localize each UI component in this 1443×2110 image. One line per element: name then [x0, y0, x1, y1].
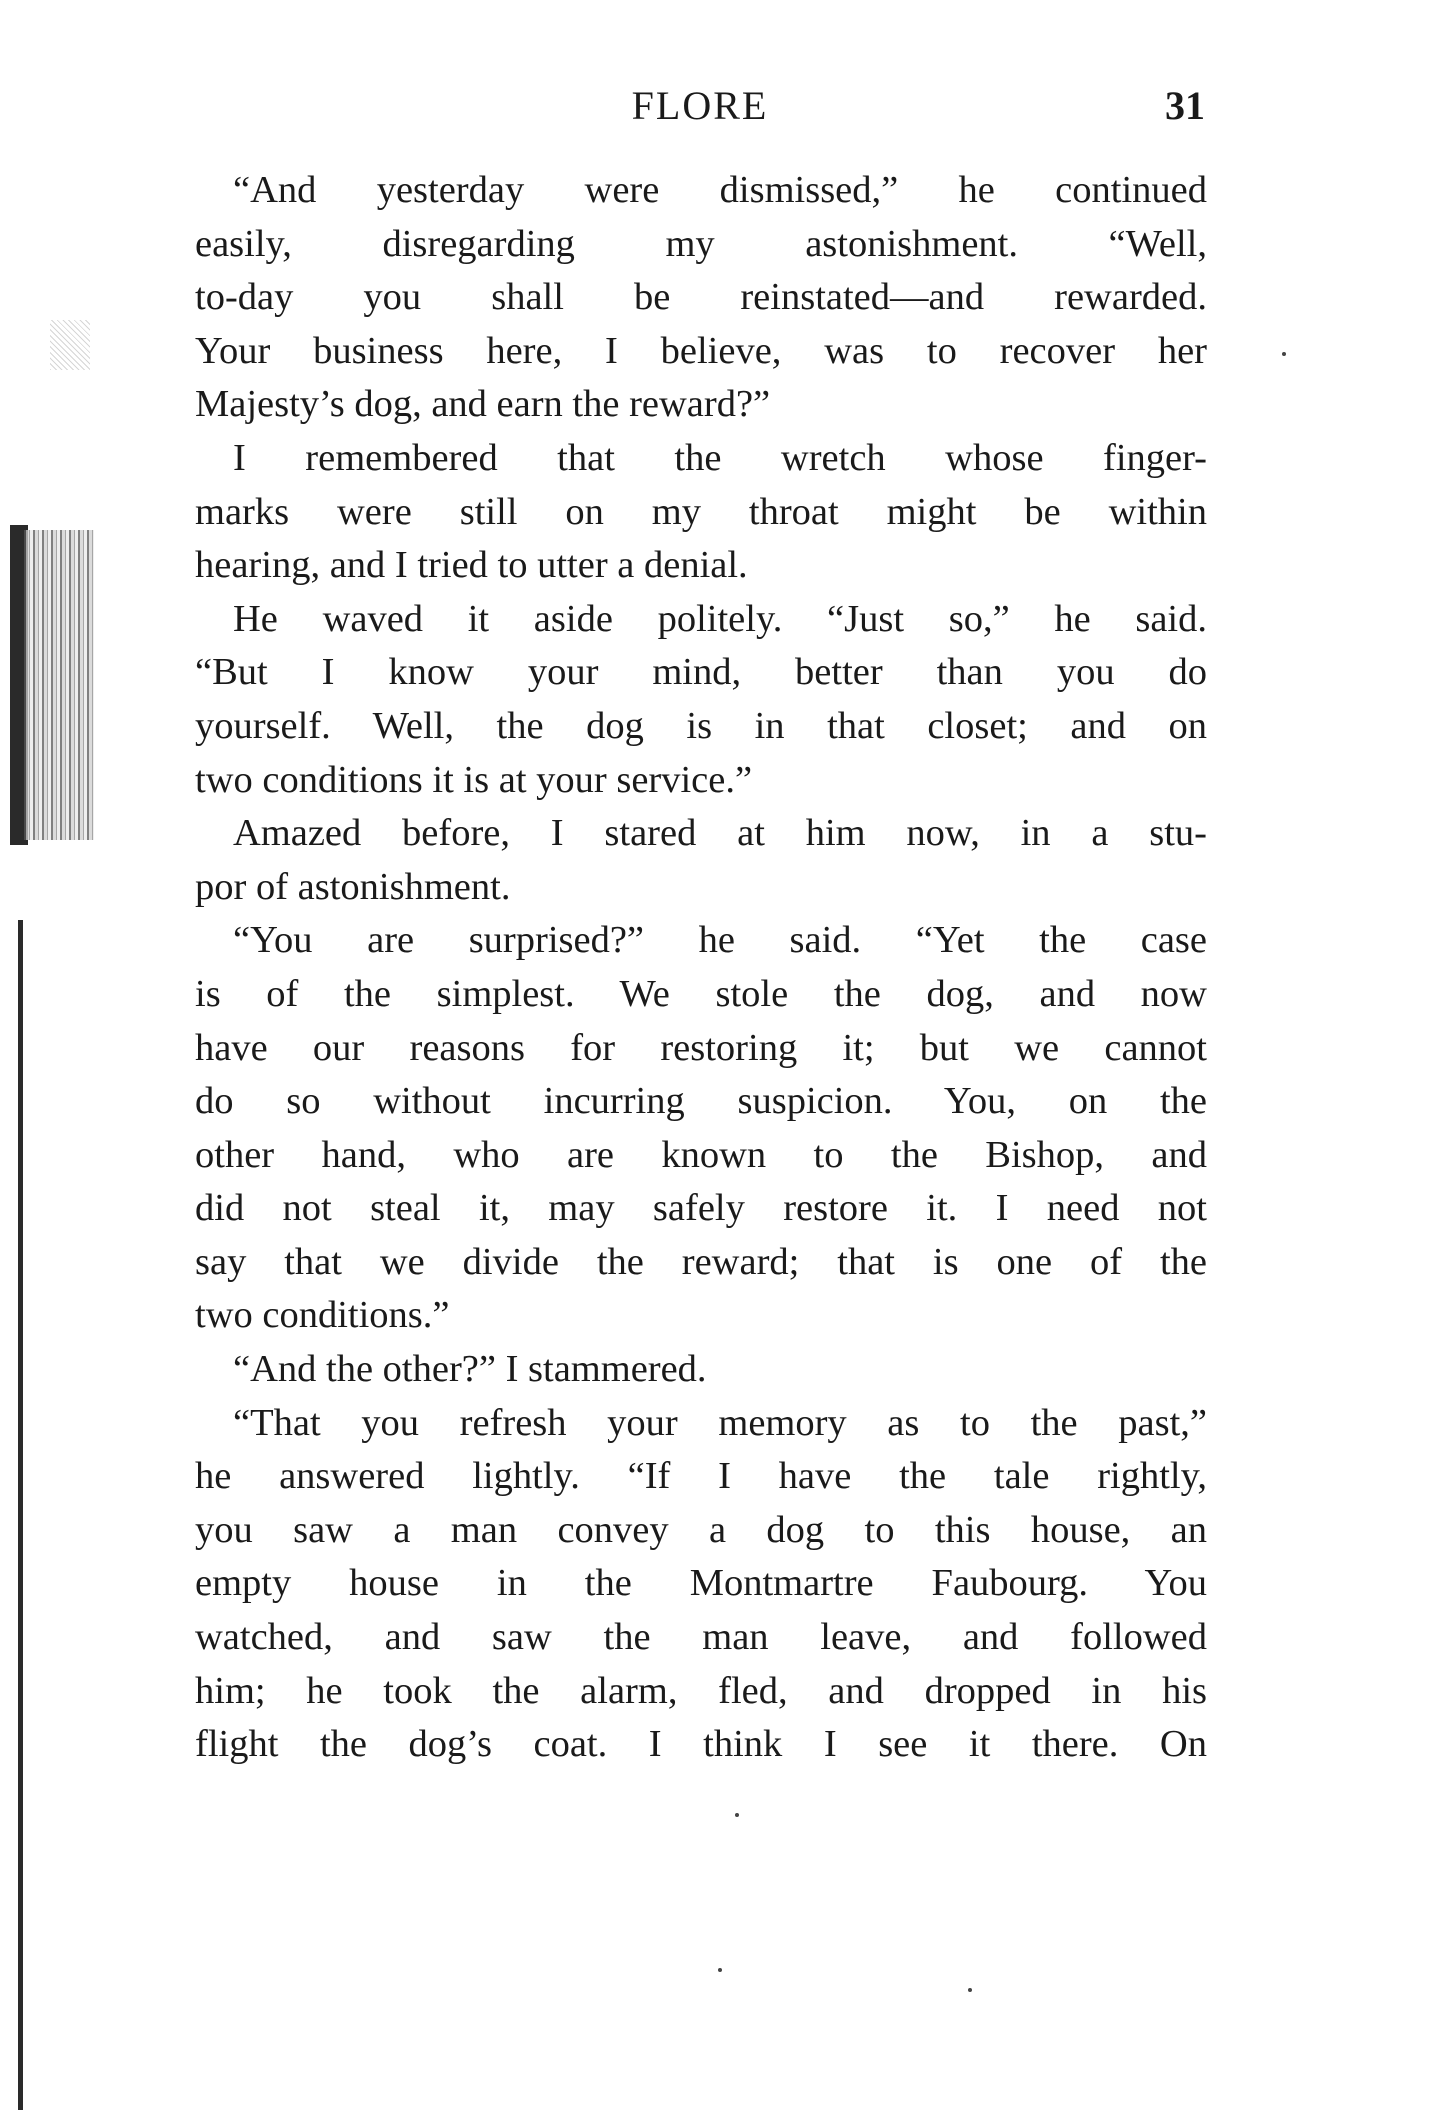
scan-speck-dot: [735, 1813, 739, 1817]
text-line: por of astonishment.: [195, 865, 511, 908]
text-line: He waved it aside politely. “Just so,” he said.: [233, 597, 1207, 640]
text-line: to-day you shall be reinstated—and rewarded.: [195, 276, 1207, 319]
scan-speck-dot: [968, 1988, 972, 1992]
text-line: Majesty’s dog, and earn the reward?”: [195, 383, 771, 426]
page-header: [195, 82, 1205, 142]
text-line: Your business here, I believe, was to recover her: [195, 329, 1207, 372]
text-line: yourself. Well, the dog is in that closet; and on: [195, 704, 1207, 747]
text-line: watched, and saw the man leave, and followed: [195, 1616, 1207, 1659]
text-line: “And yesterday were dismissed,” he continued: [233, 169, 1207, 211]
text-line: “That you refresh your memory as to the past,”: [233, 1401, 1207, 1444]
binding-shadow-lower: [18, 920, 23, 2110]
text-line: empty house in the Montmartre Faubourg. You: [195, 1562, 1207, 1605]
text-line: hearing, and I tried to utter a denial.: [195, 544, 748, 587]
text-line: say that we divide the reward; that is one of the: [195, 1240, 1207, 1283]
text-line: easily, disregarding my astonishment. “Well,: [195, 222, 1207, 265]
scan-speck: [50, 320, 90, 370]
text-line: have our reasons for restoring it; but we cannot: [195, 1026, 1207, 1069]
text-line: you saw a man convey a dog to this house, an: [195, 1508, 1207, 1551]
text-line: he answered lightly. “If I have the tale rightly,: [195, 1455, 1207, 1498]
text-line: other hand, who are known to the Bishop, and: [195, 1133, 1207, 1176]
binding-texture: [24, 530, 94, 840]
text-line: marks were still on my throat might be within: [195, 490, 1207, 533]
text-line: is of the simplest. We stole the dog, and now: [195, 972, 1207, 1015]
scan-speck-dot: [1282, 352, 1286, 356]
text-line: did not steal it, may safely restore it. I need not: [195, 1187, 1207, 1230]
text-line: flight the dog’s coat. I think I see it there. On: [195, 1723, 1207, 1766]
text-line: I remembered that the wretch whose finger-: [233, 436, 1207, 479]
text-line: him; he took the alarm, fled, and dropped in his: [195, 1669, 1207, 1712]
body-text: [195, 164, 1207, 1772]
text-line: “You are surprised?” he said. “Yet the case: [233, 919, 1207, 962]
text-line: “But I know your mind, better than you do: [195, 651, 1207, 694]
text-line: Amazed before, I stared at him now, in a stu-: [233, 812, 1207, 855]
text-line: “And the other?” I stammered.: [233, 1348, 707, 1391]
text-line: do so without incurring suspicion. You, on the: [195, 1080, 1207, 1123]
running-head: FLORE: [631, 83, 769, 128]
scan-gutter-shadow: [0, 0, 120, 2110]
scan-speck-dot: [718, 1968, 722, 1972]
text-line: two conditions it is at your service.”: [195, 758, 753, 801]
text-line: two conditions.”: [195, 1294, 450, 1337]
page-number: 31: [1165, 83, 1205, 128]
